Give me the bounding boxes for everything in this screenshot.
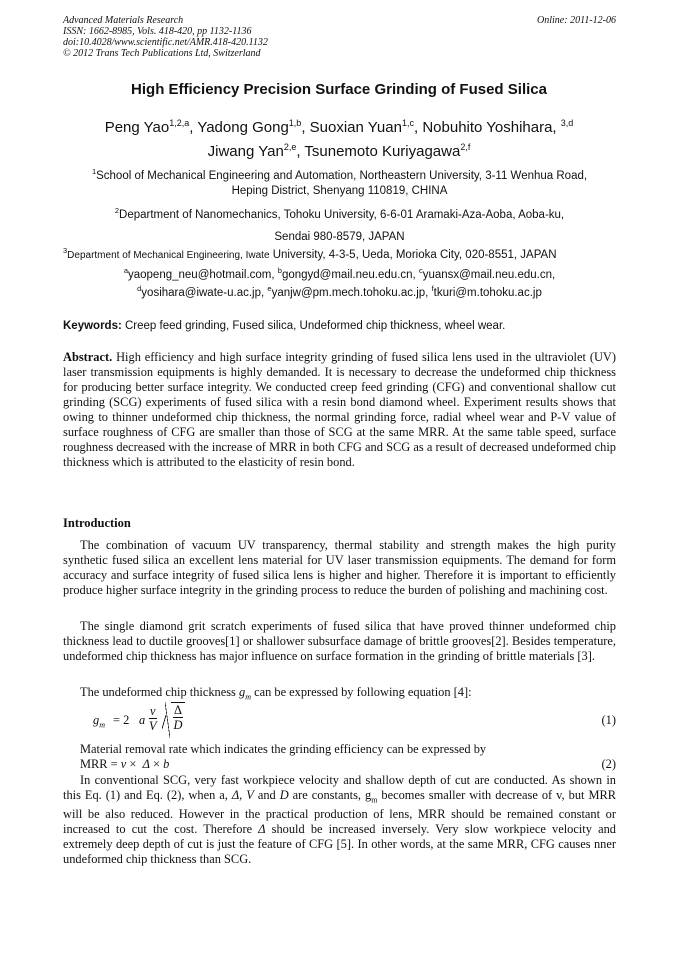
paragraph-text: are constants, g <box>292 788 372 802</box>
affiliation-2 <box>63 200 616 248</box>
author-affiliation-mark: 2,e <box>283 142 297 152</box>
math-operator: × <box>129 757 137 771</box>
intro-paragraph-2: The single diamond grit scratch experiments of fused silica that have proved thinner undeformed chip thickness lead to ductile grooves[1] or shallower subsurface damage of brittle grooves[2]. Besides temperature, undeformed chip thickness has major influence on surface formation in the grinding of brittle materials [3]. <box>63 619 616 663</box>
fraction-denominator: V <box>149 719 157 733</box>
math-variable: b <box>163 757 170 771</box>
doi-line: doi:10.4028/www.scientific.net/AMR.418-420.1132 <box>63 37 268 48</box>
math-variable: Δ <box>258 822 266 837</box>
math-variable: g <box>93 713 100 727</box>
keywords-text: Creep feed grinding, Fused silica, Undeformed chip thickness, wheel wear. <box>125 320 506 332</box>
fraction-denominator: D <box>173 718 183 732</box>
paragraph-text: becomes smaller with decrease of v, but MRR will be also reduced. However in the practical production of lens, MRR should be remained constant or increased to cut the cost. Therefore <box>63 788 617 837</box>
math-operator: × <box>152 757 160 771</box>
square-root <box>171 702 185 732</box>
affiliation-3 <box>63 243 616 263</box>
author-affiliation-mark: 1,b <box>288 118 302 128</box>
author-affiliation-mark: 2,f <box>460 142 471 152</box>
intro-paragraph-5 <box>63 773 616 867</box>
keywords <box>63 320 616 332</box>
author-name: Tsunemoto Kuriyagawa <box>304 143 461 160</box>
author-name: Suoxian Yuan <box>309 119 402 136</box>
email-mark: c <box>418 266 423 275</box>
equation-number: (2) <box>601 757 616 771</box>
journal-name: Advanced Materials Research <box>63 15 184 26</box>
journal-header <box>63 15 616 59</box>
paper-title: High Efficiency Precision Surface Grinding of Fused Silica <box>131 81 547 98</box>
affiliation-text: Department of Nanomechanics, Tohoku University, 6-6-01 Aramaki-Aza-Aoba, Aoba-ku, <box>119 208 565 221</box>
paragraph-text: can be expressed by following equation [4]: <box>254 685 472 699</box>
paragraph-text: , <box>239 788 243 802</box>
fraction-numerator: Δ <box>174 703 182 717</box>
fraction-numerator: v <box>150 704 156 718</box>
math-variable: Δ <box>142 757 150 771</box>
keywords-label: Keywords: <box>63 320 122 332</box>
author-line-2: Jiwang Yan$^{2,e}$, Tsunemoto Kuriyagawa$^{2,f}$ <box>207 142 471 160</box>
email-mark: b <box>277 266 282 275</box>
paragraph-text: The undeformed chip thickness <box>80 685 236 699</box>
affiliation-text: Heping District, Shenyang 110819, CHINA <box>231 184 448 197</box>
author-affiliation-mark: 1,c <box>401 118 414 128</box>
math-variable: Δ <box>231 788 240 802</box>
abstract-label: Abstract. <box>63 350 113 364</box>
email-address: yanjw@pm.mech.tohoku.ac.jp, <box>271 286 429 299</box>
math-variable: a <box>139 713 146 727</box>
abstract-text: High efficiency and high surface integrity grinding of fused silica lens used in the ultraviolet (UV) laser transmission equipments is highly demanded. It is necessary to decrease the undeformed chip thickness for producing better surface integrity. We conducted creep feed grinding (CFG) and conventional shallow cut grinding (SCG) experiments of fused silica with a resin bond diamond wheel. Experiment results shows that owing to thinner undeformed chip thickness, the normal grinding force, radial wheel wear and P-V value of surface roughness of CFG are smaller than those of SCG at the same MRR. At the same table speed, surface roughness decreased with the increase of MRR in both CFG and SCG as a result of decreased undeformed chip thickness which is attributed to the elasticity of resin bond. <box>63 350 616 469</box>
math-variable: g <box>238 685 246 699</box>
affiliation-text: Sendai 980-8579, JAPAN <box>274 230 405 243</box>
math-variable: D <box>279 788 289 802</box>
online-date: Online: 2011-12-06 <box>537 15 616 26</box>
math-variable: v <box>120 757 127 771</box>
affiliation-text: University, 4-3-5, Ueda, Morioka City, 020-8551, JAPAN <box>272 248 557 261</box>
copyright-line: © 2012 Trans Tech Publications Ltd, Switzerland <box>63 48 261 59</box>
math-subscript: m <box>245 692 251 702</box>
author-name: Yadong Gong <box>197 119 289 136</box>
email-address: tkuri@m.tohoku.ac.jp <box>433 286 542 299</box>
fraction-v-over-V <box>149 704 157 733</box>
affiliation-text: Department of Mechanical Engineering, Iwate <box>67 249 270 261</box>
email-mark: d <box>137 283 142 293</box>
email-mark: e <box>267 283 272 293</box>
email-address: yuansx@mail.neu.edu.cn, <box>422 268 556 281</box>
paragraph-text: In conventional SCG, very fast workpiece velocity and shallow depth of cut are conducted. As shown in this Eq. (1) and Eq. (2), when a, <box>63 773 616 802</box>
equation-number: (1) <box>601 713 616 727</box>
affiliation-mark: 2 <box>114 206 120 215</box>
intro-paragraph-4: Material removal rate which indicates the grinding efficiency can be expressed by <box>80 742 487 756</box>
author-affiliation-mark: 3,d <box>560 118 574 128</box>
author-name: Nobuhito Yoshihara, <box>422 119 557 136</box>
math-subscript: m <box>371 795 378 805</box>
author-line-1: Peng Yao$^{1,2,a}$, Yadong Gong$^{1,b}$, Suoxian Yuan$^{1,c}$, Nobuhito Yoshihara, $^{3,d}$ <box>104 118 574 136</box>
math-operator: = 2 <box>113 713 130 727</box>
affiliation-mark: 3 <box>63 246 68 255</box>
affiliation-mark: 1 <box>91 167 97 176</box>
math-variable: V <box>246 788 254 802</box>
intro-paragraph-1: The combination of vacuum UV transparency, thermal stability and strength makes the high purity synthetic fused silica an excellent lens material for UV laser transmission equipments. The demand for form accuracy and surface integrity of fused silica lens is higher and higher. Therefore it is important to efficiently produce higher surface integrity in the grinding process to reduce the burden of polishing and machining cost. <box>63 538 616 597</box>
math-subscript: m <box>99 720 105 730</box>
email-address: yosihara@iwate-u.ac.jp, <box>141 286 265 299</box>
section-heading-introduction: Introduction <box>63 516 131 530</box>
abstract <box>63 350 616 470</box>
affiliation-text: School of Mechanical Engineering and Automation, Northeastern University, 3-11 Wenhua Road, <box>96 169 588 182</box>
email-mark: a <box>123 266 128 275</box>
author-name: Peng Yao <box>104 119 170 136</box>
fraction-delta-over-D <box>173 703 183 732</box>
author-affiliation-mark: 1,2,a <box>169 118 190 128</box>
issn-line: ISSN: 1662-8985, Vols. 418-420, pp 1132-1136 <box>63 26 252 37</box>
paragraph-text: and <box>257 788 276 802</box>
author-name: Jiwang Yan <box>207 143 284 160</box>
email-block <box>63 264 616 300</box>
email-address: gongyd@mail.neu.edu.cn, <box>281 268 416 281</box>
equation-1 <box>63 702 616 738</box>
math-text: MRR = <box>80 757 118 771</box>
email-mark: f <box>431 283 434 293</box>
affiliation-1 <box>63 164 616 199</box>
paragraph-text: should be increased inversely. Very slow workpiece velocity and extremely deep depth of cut is just the feature of CFG [5]. In other words, at the same MRR, CFG causes nner undeformed chip thickness than SCG. <box>63 822 616 867</box>
email-address: yaopeng_neu@hotmail.com, <box>127 268 275 281</box>
